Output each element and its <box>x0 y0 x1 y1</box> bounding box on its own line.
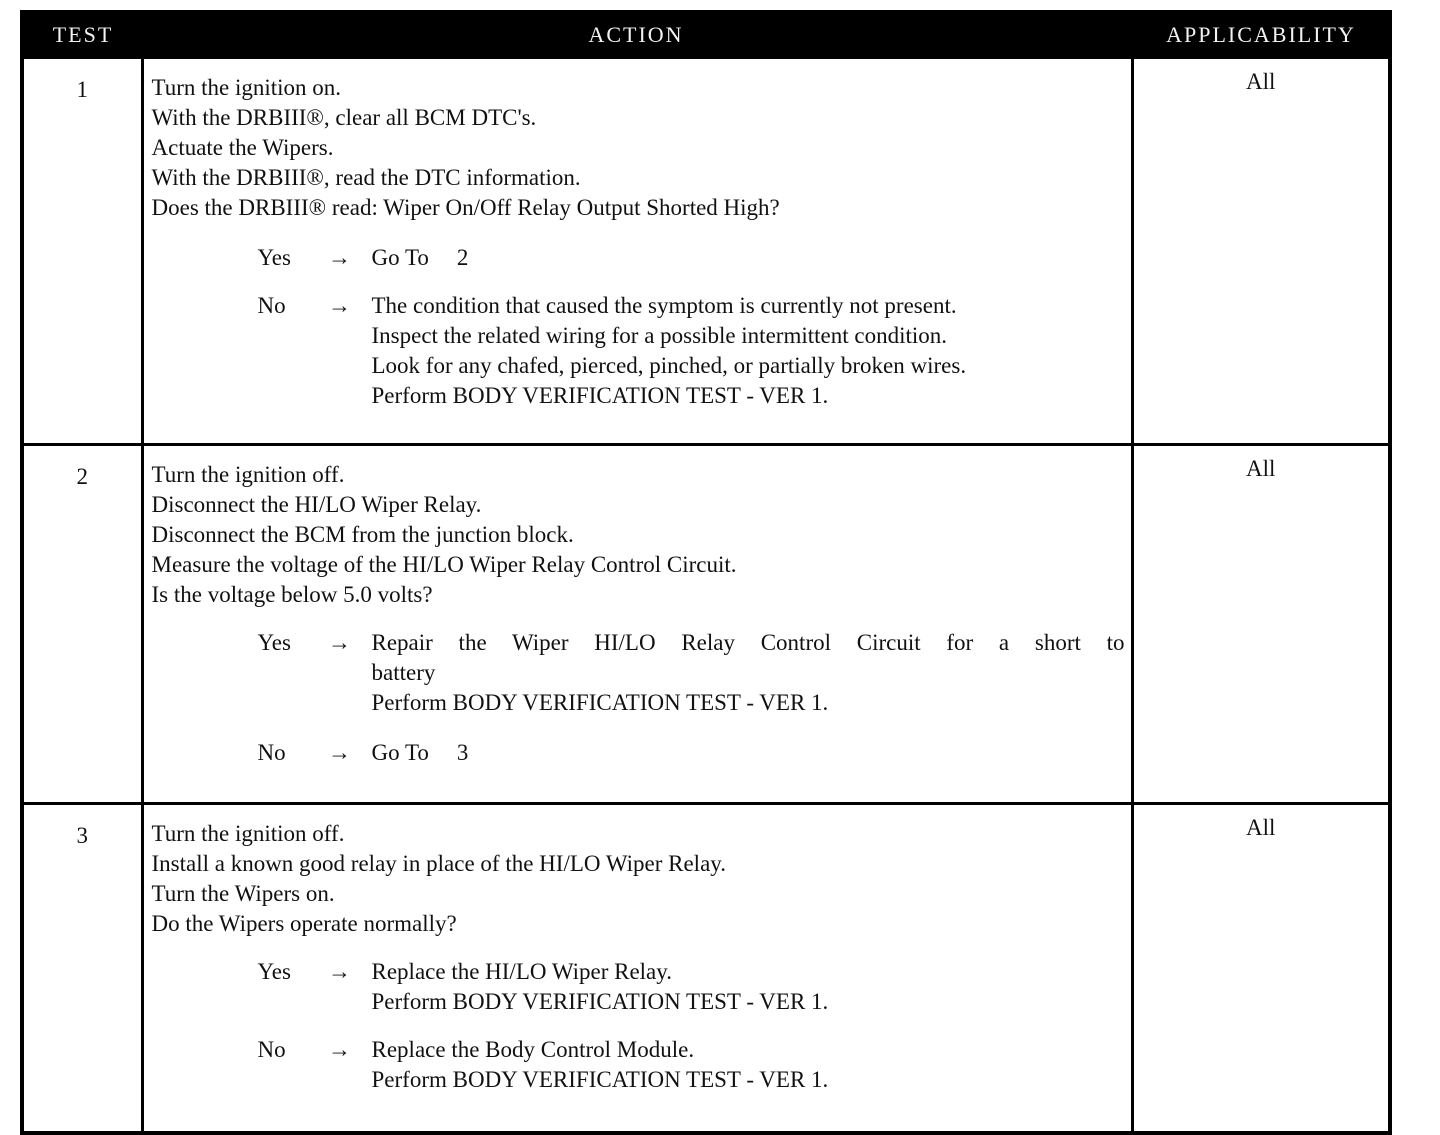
yes-result <box>372 628 1125 718</box>
test-number: 2 <box>22 445 142 804</box>
table-header <box>22 12 1390 58</box>
action-cell <box>142 804 1132 1134</box>
table-row <box>22 804 1390 1134</box>
no-result <box>372 291 1125 411</box>
goto-number: 2 <box>456 245 469 270</box>
action-step: Turn the Wipers on. <box>151 881 335 906</box>
arrow-icon: → <box>328 245 351 270</box>
action-step: Turn the ignition on. <box>151 75 342 100</box>
result-line: Replace the Body Control Module. <box>371 1037 695 1062</box>
applicability-cell: All <box>1132 445 1390 804</box>
test-number: 1 <box>22 58 142 445</box>
action-step: Turn the ignition off. <box>151 462 345 487</box>
no-label: No <box>257 293 286 318</box>
result-line: Perform BODY VERIFICATION TEST - VER 1. <box>371 989 829 1014</box>
header-action: ACTION <box>142 12 1132 58</box>
goto-number: 3 <box>456 740 469 765</box>
result-line: Replace the HI/LO Wiper Relay. <box>371 959 673 984</box>
no-label: No <box>257 740 286 765</box>
action-step: Do the Wipers operate normally? <box>151 911 457 936</box>
yes-label: Yes <box>257 245 291 270</box>
applicability-cell: All <box>1132 58 1390 445</box>
action-step: With the DRBIII®, clear all BCM DTC's. <box>151 105 537 130</box>
yes-branch <box>258 628 1125 718</box>
yes-result <box>372 957 1125 1017</box>
yes-label: Yes <box>257 630 291 655</box>
yes-label: Yes <box>257 959 291 984</box>
no-result <box>372 1035 1125 1095</box>
table-row <box>22 445 1390 804</box>
action-step: Install a known good relay in place of the HI/LO Wiper Relay. <box>151 851 727 876</box>
action-step: Disconnect the HI/LO Wiper Relay. <box>151 492 482 517</box>
no-branch <box>258 1035 1125 1095</box>
action-step: Disconnect the BCM from the junction block. <box>151 522 574 547</box>
header-applicability: APPLICABILITY <box>1132 12 1390 58</box>
action-step: Is the voltage below 5.0 volts? <box>151 582 433 607</box>
no-branch <box>258 738 1125 768</box>
result-line: Repair the Wiper HI/LO Relay Control Circuit for a short to <box>371 630 1125 655</box>
action-step: Does the DRBIII® read: Wiper On/Off Relay Output Shorted High? <box>151 195 780 220</box>
action-step: Measure the voltage of the HI/LO Wiper Relay Control Circuit. <box>151 552 737 577</box>
diagnostic-table <box>20 10 1392 1135</box>
table-row <box>22 58 1390 445</box>
goto-text: Go To <box>371 740 429 765</box>
header-test: TEST <box>22 12 142 58</box>
result-line: The condition that caused the symptom is currently not present. <box>371 293 957 318</box>
action-step: Actuate the Wipers. <box>151 135 334 160</box>
yes-branch <box>258 243 1125 273</box>
no-branch <box>258 291 1125 411</box>
arrow-icon: → <box>328 1037 351 1062</box>
arrow-icon: → <box>328 959 351 984</box>
no-label: No <box>257 1037 286 1062</box>
no-result <box>372 738 1125 768</box>
result-line: Perform BODY VERIFICATION TEST - VER 1. <box>371 1067 829 1092</box>
result-line: Perform BODY VERIFICATION TEST - VER 1. <box>371 690 829 715</box>
action-step: Turn the ignition off. <box>151 821 345 846</box>
diagnostic-page <box>20 10 1388 1092</box>
arrow-icon: → <box>328 293 351 318</box>
test-number: 3 <box>22 804 142 1134</box>
applicability-cell: All <box>1132 804 1390 1134</box>
action-cell <box>142 445 1132 804</box>
result-line: battery <box>371 660 436 685</box>
action-cell <box>142 58 1132 445</box>
result-line: Perform BODY VERIFICATION TEST - VER 1. <box>371 383 829 408</box>
arrow-icon: → <box>328 740 351 765</box>
action-step: With the DRBIII®, read the DTC information. <box>151 165 581 190</box>
arrow-icon: → <box>328 630 351 655</box>
result-line: Inspect the related wiring for a possible intermittent condition. <box>371 323 947 348</box>
yes-result <box>372 243 1125 273</box>
result-line: Look for any chafed, pierced, pinched, or partially broken wires. <box>371 353 967 378</box>
yes-branch <box>258 957 1125 1017</box>
goto-text: Go To <box>371 245 429 270</box>
